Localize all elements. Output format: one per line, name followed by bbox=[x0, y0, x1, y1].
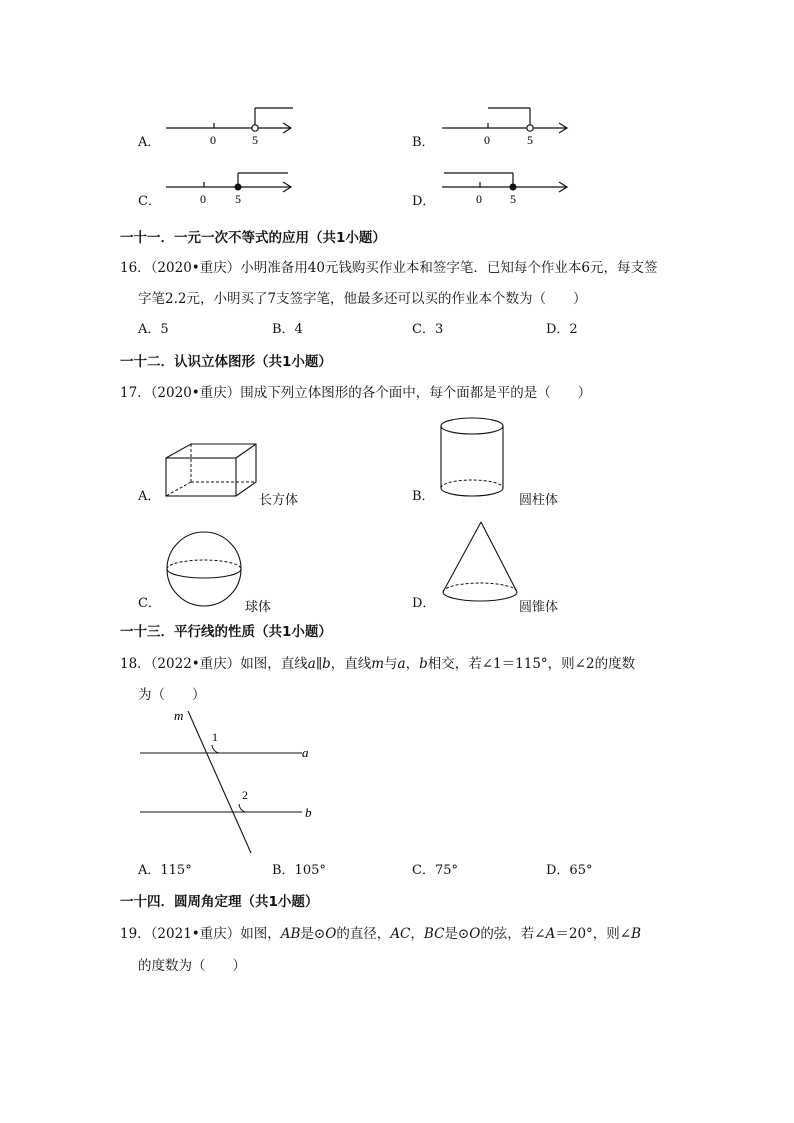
q18-var-a2: a bbox=[397, 656, 406, 672]
line-b-label: b bbox=[305, 805, 312, 820]
q15-option-a-label[interactable]: A． bbox=[138, 135, 161, 150]
q18-mid2: 与 bbox=[384, 656, 398, 672]
section-13-heading: 一十三．平行线的性质（共1小题） bbox=[120, 624, 332, 640]
q19-ab: AB bbox=[280, 926, 301, 942]
tick-0-label: 0 bbox=[210, 133, 216, 147]
tick-5-label: 5 bbox=[252, 133, 258, 147]
q19-prefix: 19．（2021•重庆）如图， bbox=[120, 926, 281, 942]
tick-5-label: 5 bbox=[527, 133, 533, 147]
q18-prefix: 18．（2022•重庆）如图，直线 bbox=[120, 656, 308, 672]
q19-o1: O bbox=[325, 926, 337, 942]
line-m-label: m bbox=[174, 708, 184, 723]
q19-comma: ， bbox=[410, 926, 424, 942]
q18-option-a[interactable]: A．115° bbox=[138, 863, 192, 878]
q15-option-d-label[interactable]: D． bbox=[412, 194, 436, 209]
q16-text-line2: 字笔2.2元，小明买了7支签字笔，他最多还可以买的作业本个数为（ ） bbox=[138, 291, 587, 307]
tick-0-label: 0 bbox=[484, 133, 490, 147]
section-12-heading: 一十二．认识立体图形（共1小题） bbox=[120, 354, 332, 370]
q16-option-c[interactable]: C．3 bbox=[412, 322, 444, 337]
q19-bc: BC bbox=[423, 926, 445, 942]
q17-option-d-label[interactable]: D． bbox=[412, 596, 436, 611]
q15-option-b-numberline bbox=[436, 100, 576, 150]
q18-var-a: a bbox=[307, 656, 316, 672]
q18-text-line1 bbox=[120, 654, 635, 674]
q16-option-b[interactable]: B．4 bbox=[272, 322, 303, 337]
parallel-lines-figure bbox=[130, 705, 330, 865]
q16-option-a[interactable]: A．5 bbox=[138, 322, 169, 337]
cuboid-figure bbox=[160, 438, 260, 500]
q18-mid1: ，直线 bbox=[330, 656, 372, 672]
q19-text-line2: 的度数为（ ） bbox=[138, 958, 246, 974]
angle-2-label: 2 bbox=[242, 788, 248, 802]
q18-suffix: 相交，若∠1＝115°，则∠2的度数 bbox=[427, 656, 636, 672]
section-11-heading: 一十一．一元一次不等式的应用（共1小题） bbox=[120, 230, 386, 246]
q15-option-c-label[interactable]: C． bbox=[138, 194, 161, 209]
q17-text-line1: 17．（2020•重庆）围成下列立体图形的各个面中，每个面都是平的是（ ） bbox=[120, 385, 592, 401]
q15-option-c-numberline bbox=[160, 165, 300, 215]
q17-option-a-name: 长方体 bbox=[259, 493, 299, 508]
angle-1-label: 1 bbox=[212, 730, 218, 744]
section-14-heading: 一十四．圆周角定理（共1小题） bbox=[120, 894, 319, 910]
q18-parallel: ∥ bbox=[315, 656, 323, 672]
line-a-label: a bbox=[302, 745, 309, 760]
q19-b: B bbox=[631, 926, 642, 942]
q18-var-m: m bbox=[371, 656, 385, 672]
q19-mid3: 是⊙ bbox=[444, 926, 470, 942]
q17-option-c-label[interactable]: C． bbox=[138, 596, 161, 611]
q17-option-b-label[interactable]: B． bbox=[412, 489, 435, 504]
q15-option-d-numberline bbox=[436, 165, 576, 215]
q18-text-line2: 为（ ） bbox=[138, 687, 206, 703]
q18-option-b[interactable]: B．105° bbox=[272, 863, 326, 878]
q19-a: A bbox=[545, 926, 556, 942]
q18-comma: ， bbox=[405, 656, 420, 672]
q17-option-a-label[interactable]: A． bbox=[138, 489, 161, 504]
tick-5-label: 5 bbox=[510, 192, 516, 206]
q15-option-b-label[interactable]: B． bbox=[412, 135, 435, 150]
q18-option-c[interactable]: C．75° bbox=[412, 863, 458, 878]
q18-var-b: b bbox=[322, 656, 331, 672]
q16-option-d[interactable]: D．2 bbox=[546, 322, 578, 337]
q19-o2: O bbox=[469, 926, 481, 942]
tick-0-label: 0 bbox=[476, 192, 482, 206]
q15-option-a-numberline bbox=[160, 100, 300, 150]
q16-text-line1: 16．（2020•重庆）小明准备用40元钱购买作业本和签字笔．已知每个作业本6元，每支签 bbox=[120, 260, 658, 276]
q18-option-d[interactable]: D．65° bbox=[546, 863, 593, 878]
q19-mid5: ＝20°，则∠ bbox=[555, 926, 632, 942]
tick-0-label: 0 bbox=[200, 192, 206, 206]
sphere-figure bbox=[163, 528, 245, 610]
q17-option-d-name: 圆锥体 bbox=[519, 600, 559, 615]
q17-option-b-name: 圆柱体 bbox=[519, 493, 559, 508]
q19-text-line1 bbox=[120, 924, 641, 944]
q19-mid2: 的直径， bbox=[336, 926, 391, 942]
cylinder-figure bbox=[436, 414, 510, 502]
q19-ac: AC bbox=[390, 926, 411, 942]
q17-option-c-name: 球体 bbox=[245, 600, 272, 615]
cone-figure bbox=[436, 516, 522, 608]
q19-mid1: 是⊙ bbox=[300, 926, 326, 942]
tick-5-label: 5 bbox=[235, 192, 241, 206]
q19-mid4: 的弦，若∠ bbox=[480, 926, 546, 942]
q18-var-b2: b bbox=[419, 656, 428, 672]
